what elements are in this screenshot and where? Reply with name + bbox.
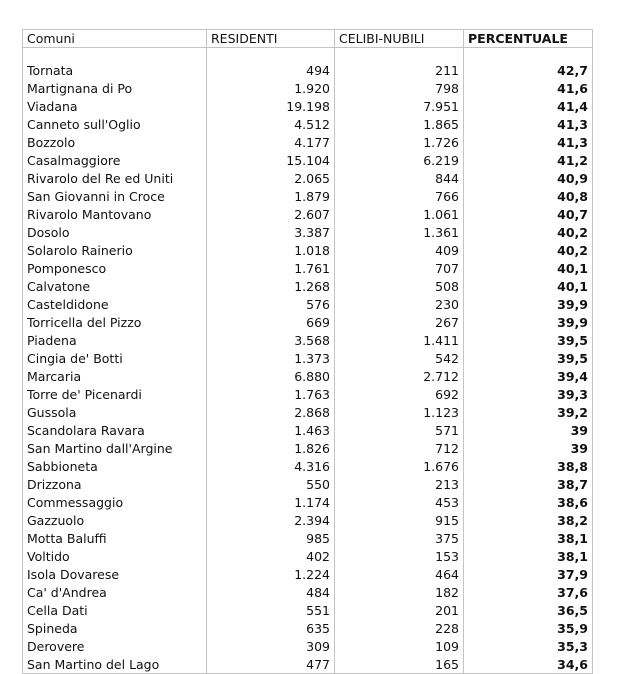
cell-celibi-nubili[interactable]: 464 <box>335 566 464 584</box>
table-row <box>23 242 593 260</box>
cell-celibi-nubili[interactable]: 7.951 <box>335 98 464 116</box>
cell-comune[interactable]: Sabbioneta <box>23 458 207 476</box>
cell-percentuale[interactable]: 35,3 <box>464 638 593 656</box>
header-percentuale[interactable]: PERCENTUALE <box>464 30 593 48</box>
cell-residenti[interactable]: 3.387 <box>207 224 335 242</box>
cell-residenti[interactable]: 2.868 <box>207 404 335 422</box>
cell-comune[interactable]: San Giovanni in Croce <box>23 188 207 206</box>
blank-cell[interactable] <box>464 48 593 62</box>
cell-residenti[interactable]: 4.316 <box>207 458 335 476</box>
cell-percentuale[interactable]: 39,5 <box>464 350 593 368</box>
cell-celibi-nubili[interactable]: 542 <box>335 350 464 368</box>
cell-percentuale[interactable]: 38,7 <box>464 476 593 494</box>
cell-residenti[interactable]: 1.761 <box>207 260 335 278</box>
cell-residenti[interactable]: 1.268 <box>207 278 335 296</box>
table-row <box>23 98 593 116</box>
cell-percentuale[interactable]: 39,9 <box>464 314 593 332</box>
table-row <box>23 260 593 278</box>
cell-percentuale[interactable]: 39,3 <box>464 386 593 404</box>
table-row <box>23 638 593 656</box>
cell-comune[interactable]: San Martino del Lago <box>23 656 207 674</box>
cell-comune[interactable]: Torre de' Picenardi <box>23 386 207 404</box>
cell-celibi-nubili[interactable]: 182 <box>335 584 464 602</box>
cell-comune[interactable]: Dosolo <box>23 224 207 242</box>
header-row <box>23 30 593 48</box>
cell-comune[interactable]: Voltido <box>23 548 207 566</box>
cell-celibi-nubili[interactable]: 844 <box>335 170 464 188</box>
cell-residenti[interactable]: 1.463 <box>207 422 335 440</box>
cell-residenti[interactable]: 2.065 <box>207 170 335 188</box>
cell-residenti[interactable]: 3.568 <box>207 332 335 350</box>
table-row <box>23 350 593 368</box>
cell-percentuale[interactable]: 38,1 <box>464 530 593 548</box>
table-row <box>23 188 593 206</box>
cell-residenti[interactable]: 1.879 <box>207 188 335 206</box>
cell-percentuale[interactable]: 36,5 <box>464 602 593 620</box>
cell-residenti[interactable]: 551 <box>207 602 335 620</box>
cell-celibi-nubili[interactable]: 915 <box>335 512 464 530</box>
cell-celibi-nubili[interactable]: 228 <box>335 620 464 638</box>
table-row <box>23 476 593 494</box>
cell-percentuale[interactable]: 40,7 <box>464 206 593 224</box>
cell-percentuale[interactable]: 40,1 <box>464 260 593 278</box>
cell-celibi-nubili[interactable]: 1.411 <box>335 332 464 350</box>
blank-cell[interactable] <box>335 48 464 62</box>
cell-residenti[interactable]: 4.512 <box>207 116 335 134</box>
cell-celibi-nubili[interactable]: 211 <box>335 62 464 80</box>
cell-comune[interactable]: Martignana di Po <box>23 80 207 98</box>
table-row <box>23 278 593 296</box>
cell-comune[interactable]: Isola Dovarese <box>23 566 207 584</box>
blank-cell[interactable] <box>207 48 335 62</box>
cell-percentuale[interactable]: 39 <box>464 440 593 458</box>
table-row <box>23 224 593 242</box>
table-row <box>23 332 593 350</box>
cell-comune[interactable]: Marcaria <box>23 368 207 386</box>
cell-percentuale[interactable]: 38,2 <box>464 512 593 530</box>
cell-residenti[interactable]: 6.880 <box>207 368 335 386</box>
cell-percentuale[interactable]: 38,6 <box>464 494 593 512</box>
cell-residenti[interactable]: 1.763 <box>207 386 335 404</box>
data-table <box>22 29 593 674</box>
cell-comune[interactable]: Piadena <box>23 332 207 350</box>
table-row <box>23 80 593 98</box>
cell-celibi-nubili[interactable]: 1.865 <box>335 116 464 134</box>
header-comuni[interactable]: Comuni <box>23 30 207 48</box>
cell-comune[interactable]: Calvatone <box>23 278 207 296</box>
cell-comune[interactable]: Rivarolo Mantovano <box>23 206 207 224</box>
cell-percentuale[interactable]: 37,9 <box>464 566 593 584</box>
cell-percentuale[interactable]: 38,1 <box>464 548 593 566</box>
cell-comune[interactable]: Spineda <box>23 620 207 638</box>
cell-percentuale[interactable]: 39,9 <box>464 296 593 314</box>
cell-residenti[interactable]: 402 <box>207 548 335 566</box>
header-residenti[interactable]: RESIDENTI <box>207 30 335 48</box>
cell-residenti[interactable]: 494 <box>207 62 335 80</box>
cell-comune[interactable]: Bozzolo <box>23 134 207 152</box>
cell-comune[interactable]: Motta Baluffi <box>23 530 207 548</box>
cell-residenti[interactable]: 550 <box>207 476 335 494</box>
cell-comune[interactable]: Cingia de' Botti <box>23 350 207 368</box>
spreadsheet <box>22 29 593 674</box>
cell-percentuale[interactable]: 35,9 <box>464 620 593 638</box>
cell-percentuale[interactable]: 41,3 <box>464 116 593 134</box>
table-row <box>23 458 593 476</box>
cell-comune[interactable]: Canneto sull'Oglio <box>23 116 207 134</box>
table-row <box>23 134 593 152</box>
cell-comune[interactable]: Cella Dati <box>23 602 207 620</box>
cell-celibi-nubili[interactable]: 692 <box>335 386 464 404</box>
cell-celibi-nubili[interactable]: 453 <box>335 494 464 512</box>
table-row <box>23 170 593 188</box>
cell-percentuale[interactable]: 34,6 <box>464 656 593 674</box>
cell-comune[interactable]: Ca' d'Andrea <box>23 584 207 602</box>
cell-comune[interactable]: Commessaggio <box>23 494 207 512</box>
blank-cell[interactable] <box>23 48 207 62</box>
cell-percentuale[interactable]: 37,6 <box>464 584 593 602</box>
cell-percentuale[interactable]: 38,8 <box>464 458 593 476</box>
cell-residenti[interactable]: 2.607 <box>207 206 335 224</box>
table-row <box>23 548 593 566</box>
cell-residenti[interactable]: 576 <box>207 296 335 314</box>
cell-comune[interactable]: Drizzona <box>23 476 207 494</box>
table-row <box>23 620 593 638</box>
cell-residenti[interactable]: 477 <box>207 656 335 674</box>
table-row <box>23 296 593 314</box>
cell-residenti[interactable]: 15.104 <box>207 152 335 170</box>
cell-celibi-nubili[interactable]: 109 <box>335 638 464 656</box>
table-row <box>23 368 593 386</box>
cell-celibi-nubili[interactable]: 571 <box>335 422 464 440</box>
cell-percentuale[interactable]: 40,1 <box>464 278 593 296</box>
cell-residenti[interactable]: 1.920 <box>207 80 335 98</box>
table-row <box>23 422 593 440</box>
cell-percentuale[interactable]: 40,2 <box>464 224 593 242</box>
cell-celibi-nubili[interactable]: 712 <box>335 440 464 458</box>
cell-celibi-nubili[interactable]: 2.712 <box>335 368 464 386</box>
cell-celibi-nubili[interactable]: 1.726 <box>335 134 464 152</box>
table-row <box>23 206 593 224</box>
cell-celibi-nubili[interactable]: 508 <box>335 278 464 296</box>
table-row <box>23 152 593 170</box>
cell-comune[interactable]: Gussola <box>23 404 207 422</box>
table-row <box>23 440 593 458</box>
table-row <box>23 566 593 584</box>
cell-celibi-nubili[interactable]: 1.676 <box>335 458 464 476</box>
cell-percentuale[interactable]: 41,2 <box>464 152 593 170</box>
cell-celibi-nubili[interactable]: 6.219 <box>335 152 464 170</box>
cell-residenti[interactable]: 669 <box>207 314 335 332</box>
cell-residenti[interactable]: 985 <box>207 530 335 548</box>
table-row <box>23 512 593 530</box>
table-row <box>23 386 593 404</box>
cell-comune[interactable]: Solarolo Rainerio <box>23 242 207 260</box>
cell-residenti[interactable]: 635 <box>207 620 335 638</box>
cell-comune[interactable]: Pomponesco <box>23 260 207 278</box>
cell-celibi-nubili[interactable]: 1.361 <box>335 224 464 242</box>
cell-comune[interactable]: Rivarolo del Re ed Uniti <box>23 170 207 188</box>
cell-percentuale[interactable]: 39,2 <box>464 404 593 422</box>
table-row <box>23 494 593 512</box>
cell-comune[interactable]: Gazzuolo <box>23 512 207 530</box>
cell-celibi-nubili[interactable]: 267 <box>335 314 464 332</box>
cell-celibi-nubili[interactable]: 213 <box>335 476 464 494</box>
cell-percentuale[interactable]: 41,4 <box>464 98 593 116</box>
cell-residenti[interactable]: 2.394 <box>207 512 335 530</box>
table-row <box>23 530 593 548</box>
cell-percentuale[interactable]: 42,7 <box>464 62 593 80</box>
cell-residenti[interactable]: 1.373 <box>207 350 335 368</box>
cell-residenti[interactable]: 1.018 <box>207 242 335 260</box>
cell-percentuale[interactable]: 39,4 <box>464 368 593 386</box>
cell-celibi-nubili[interactable]: 707 <box>335 260 464 278</box>
cell-residenti[interactable]: 484 <box>207 584 335 602</box>
cell-celibi-nubili[interactable]: 409 <box>335 242 464 260</box>
cell-celibi-nubili[interactable]: 230 <box>335 296 464 314</box>
cell-residenti[interactable]: 19.198 <box>207 98 335 116</box>
cell-comune[interactable]: Viadana <box>23 98 207 116</box>
table-row <box>23 404 593 422</box>
cell-percentuale[interactable]: 40,9 <box>464 170 593 188</box>
cell-percentuale[interactable]: 39,5 <box>464 332 593 350</box>
table-row <box>23 314 593 332</box>
table-row <box>23 62 593 80</box>
cell-comune[interactable]: Torricella del Pizzo <box>23 314 207 332</box>
cell-residenti[interactable]: 1.224 <box>207 566 335 584</box>
table-row <box>23 602 593 620</box>
cell-residenti[interactable]: 4.177 <box>207 134 335 152</box>
cell-celibi-nubili[interactable]: 1.061 <box>335 206 464 224</box>
cell-residenti[interactable]: 309 <box>207 638 335 656</box>
cell-percentuale[interactable]: 41,3 <box>464 134 593 152</box>
cell-percentuale[interactable]: 40,2 <box>464 242 593 260</box>
cell-percentuale[interactable]: 41,6 <box>464 80 593 98</box>
cell-celibi-nubili[interactable]: 798 <box>335 80 464 98</box>
cell-comune[interactable]: Casalmaggiore <box>23 152 207 170</box>
blank-row <box>23 48 593 62</box>
table-row <box>23 584 593 602</box>
cell-residenti[interactable]: 1.826 <box>207 440 335 458</box>
cell-celibi-nubili[interactable]: 766 <box>335 188 464 206</box>
table-row <box>23 116 593 134</box>
header-celibi-nubili[interactable]: CELIBI-NUBILI <box>335 30 464 48</box>
cell-comune[interactable]: San Martino dall'Argine <box>23 440 207 458</box>
cell-celibi-nubili[interactable]: 165 <box>335 656 464 674</box>
cell-celibi-nubili[interactable]: 1.123 <box>335 404 464 422</box>
cell-celibi-nubili[interactable]: 201 <box>335 602 464 620</box>
cell-celibi-nubili[interactable]: 375 <box>335 530 464 548</box>
cell-comune[interactable]: Scandolara Ravara <box>23 422 207 440</box>
cell-comune[interactable]: Tornata <box>23 62 207 80</box>
cell-celibi-nubili[interactable]: 153 <box>335 548 464 566</box>
cell-percentuale[interactable]: 39 <box>464 422 593 440</box>
cell-comune[interactable]: Derovere <box>23 638 207 656</box>
cell-percentuale[interactable]: 40,8 <box>464 188 593 206</box>
cell-comune[interactable]: Casteldidone <box>23 296 207 314</box>
table-row <box>23 656 593 674</box>
cell-residenti[interactable]: 1.174 <box>207 494 335 512</box>
